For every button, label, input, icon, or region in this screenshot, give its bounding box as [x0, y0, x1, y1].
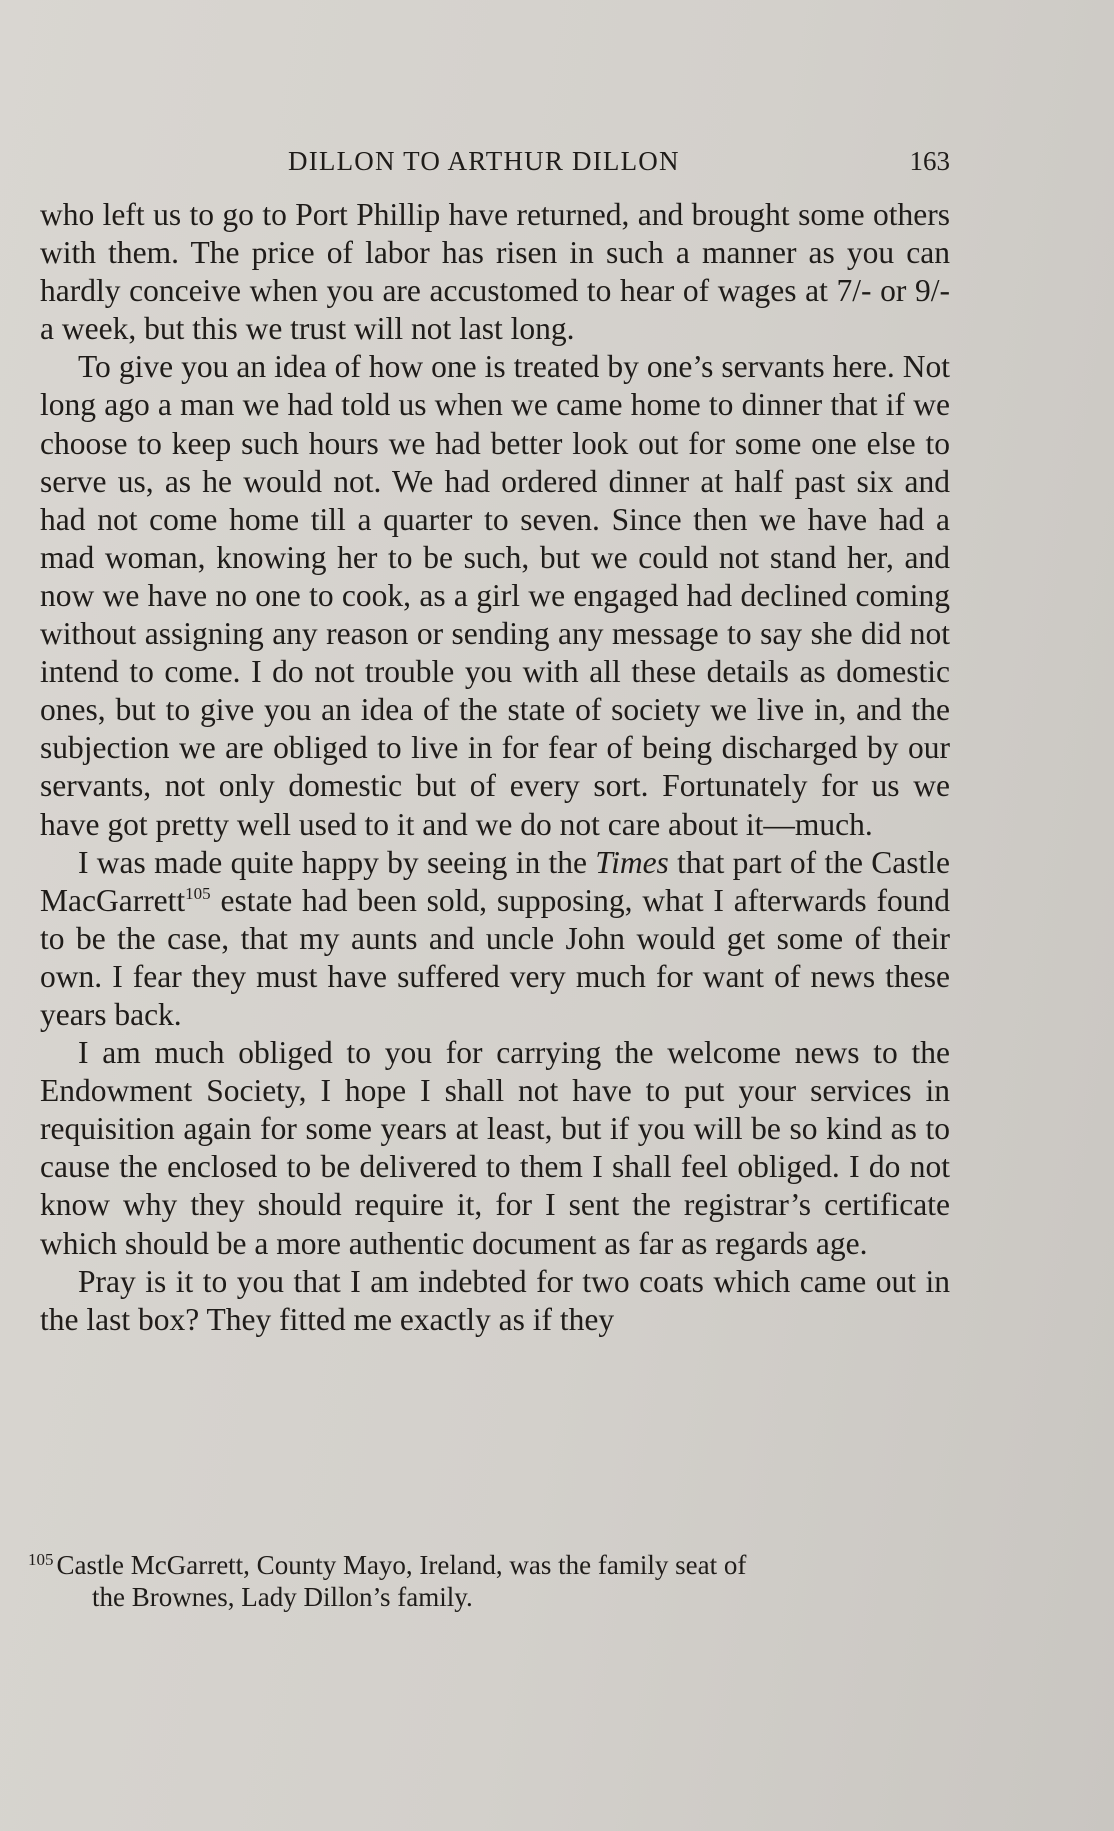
- times-italic: Times: [595, 844, 669, 880]
- paragraph-3: [40, 844, 950, 1034]
- footnote-marker: 105: [28, 1550, 54, 1569]
- paragraph-2: To give you an idea of how one is treated by one’s servants here. Not long ago a man we had told us when we came home to dinner that if we choose to keep such hours we had better look out for some one else to serve us, as he would not. We had ordered dinner at half past six and had not come home till a quarter to seven. Since then we have had a mad woman, knowing her to be such, but we could not stand her, and now we have no one to cook, as a girl we engaged had declined coming without assigning any reason or sending any message to say she did not intend to come. I do not trouble you with all these details as domestic ones, but to give you an idea of the state of society we live in, and the subjection we are obliged to live in for fear of being discharged by our servants, not only domestic but of every sort. Fortunately for us we have got pretty well used to it and we do not care about it—much.: [40, 349, 950, 842]
- page-number: 163: [909, 146, 950, 176]
- body-text: [40, 196, 950, 1339]
- footnote-line-1: [28, 1549, 936, 1581]
- footnote: [28, 1549, 936, 1613]
- paragraph-3-text-c: estate had been sold, supposing, what I afterwards found to be the case, that my aunts and uncle John would get some of their own. I fear they must have suffered very much for want of news these years back.: [40, 882, 950, 1032]
- footnote-line-2: the Brownes, Lady Dillon’s family.: [92, 1582, 473, 1612]
- paragraph-5: Pray is it to you that I am indebted for two coats which came out in the last box? They fitted me exactly as if they: [40, 1263, 950, 1337]
- footnote-reference: 105: [185, 883, 211, 903]
- footnote-text-1: Castle McGarrett, County Mayo, Ireland, was the family seat of: [56, 1550, 747, 1580]
- running-title: DILLON TO ARTHUR DILLON: [288, 146, 680, 176]
- paragraph-1: who left us to go to Port Phillip have returned, and brought some others with them. The price of labor has risen in such a manner as you can hardly conceive when you are accustomed to hear of wages at 7/- or 9/- a week, but this we trust will not last long.: [40, 197, 950, 347]
- paragraph-3-text-a: I was made quite happy by seeing in the: [78, 844, 596, 880]
- running-head: [40, 146, 950, 182]
- paragraph-4: I am much obliged to you for carrying the welcome news to the Endowment Society, I hope I shall not have to put your services in requisition again for some years at least, but if you will be so kind as to cause the enclosed to be delivered to them I shall feel obliged. I do not know why they should require it, for I sent the registrar’s certificate which should be a more authentic document as far as regards age.: [40, 1035, 950, 1261]
- paragraph-3-text-b: that part of the Castle MacGarrett: [40, 844, 950, 918]
